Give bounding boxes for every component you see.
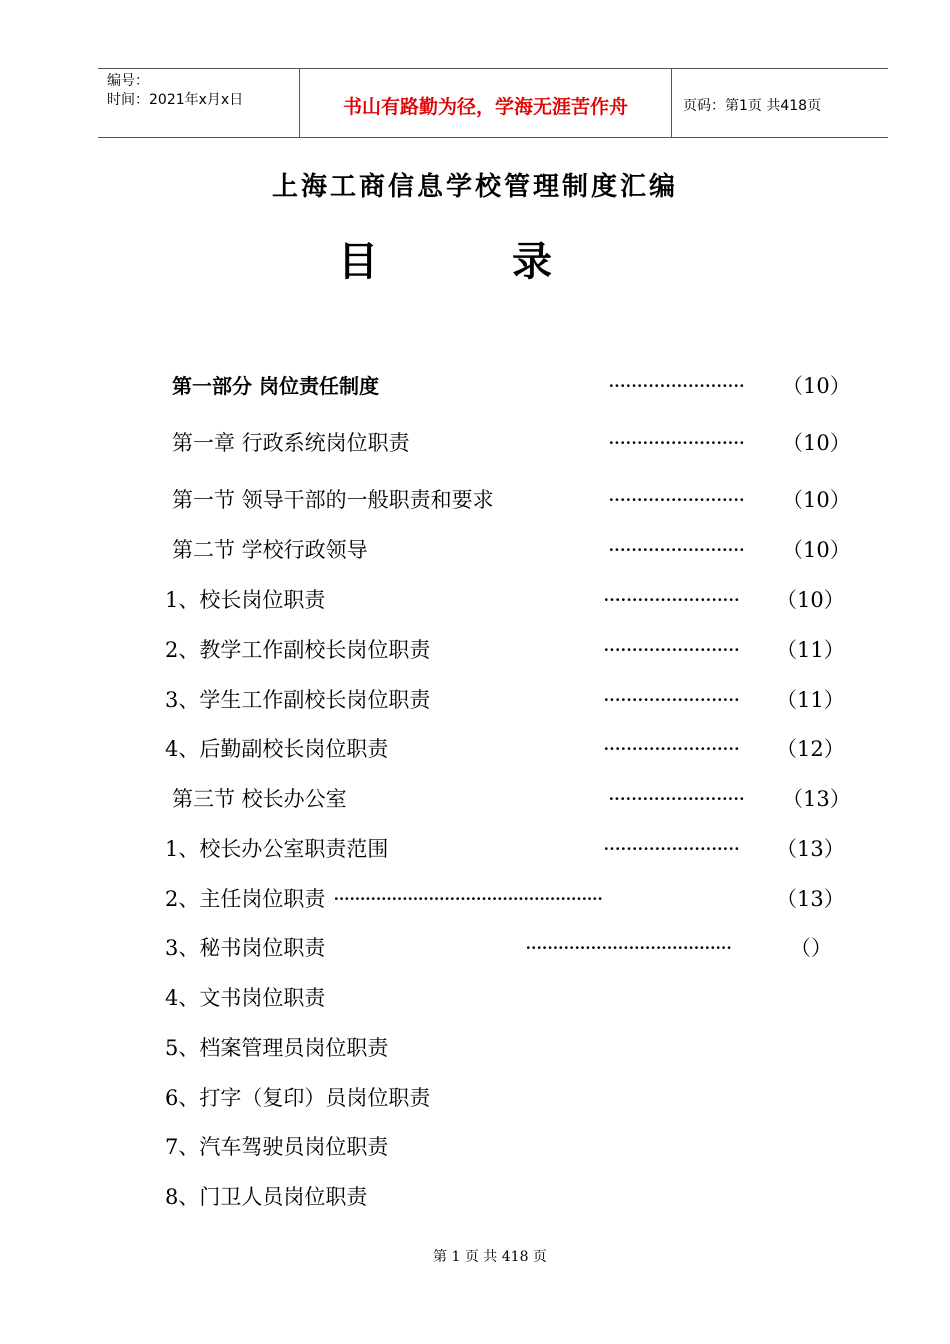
header-motto: 书山有路勤为径，学海无涯苦作舟	[300, 69, 672, 137]
toc-entry-label[interactable]: 3、秘书岗位职责	[165, 936, 326, 960]
toc-heading: 目 录	[338, 239, 612, 285]
toc-page-number: （13）	[782, 787, 851, 811]
toc-entry-label[interactable]: 1、校长办公室职责范围	[165, 837, 389, 861]
toc-entry-label[interactable]: 2、主任岗位职责	[165, 887, 326, 911]
toc-entry-label[interactable]: 6、打字（复印）员岗位职责	[165, 1086, 431, 1110]
toc-entry-label[interactable]: 7、汽车驾驶员岗位职责	[165, 1135, 389, 1159]
toc-entry-label[interactable]: 第一部分 岗位责任制度	[172, 374, 379, 398]
toc-entry-label[interactable]: 第一章 行政系统岗位职责	[172, 431, 410, 455]
toc-entry-label[interactable]: 第二节 学校行政领导	[172, 538, 368, 562]
toc-page-number: （）	[790, 936, 832, 960]
document-title: 上海工商信息学校管理制度汇编	[271, 172, 678, 202]
toc-page-number: （10）	[782, 538, 851, 562]
toc-leader: ························	[608, 787, 745, 811]
header-page-info: 页码：第1页 共418页	[683, 98, 822, 114]
toc-entry-label[interactable]: 2、教学工作副校长岗位职责	[165, 638, 431, 662]
toc-page-number: （10）	[782, 374, 851, 398]
header-meta	[98, 69, 300, 137]
toc-page-number: （11）	[776, 638, 845, 662]
toc-page-number: （10）	[782, 488, 851, 512]
toc-leader: ························	[603, 588, 740, 612]
toc-leader: ···················································	[333, 887, 603, 911]
toc-leader: ························	[603, 688, 740, 712]
toc-leader: ························	[608, 488, 745, 512]
toc-leader: ························	[608, 431, 745, 455]
toc-leader: ······································	[525, 936, 732, 960]
toc-page-number: （12）	[776, 737, 845, 761]
toc-leader: ························	[603, 737, 740, 761]
toc-leader: ························	[608, 374, 745, 398]
toc-entry-label[interactable]: 5、档案管理员岗位职责	[165, 1036, 389, 1060]
toc-entry-label[interactable]: 3、学生工作副校长岗位职责	[165, 688, 431, 712]
page-footer: 第 1 页 共 418 页	[433, 1249, 547, 1265]
toc-page-number: （13）	[776, 837, 845, 861]
document-number-label: 编号：	[107, 73, 149, 89]
toc-entry-label[interactable]: 第三节 校长办公室	[172, 787, 347, 811]
toc-entry-label[interactable]: 1、校长岗位职责	[165, 588, 326, 612]
toc-leader: ························	[608, 538, 745, 562]
page-header	[98, 68, 888, 138]
toc-page-number: （13）	[776, 887, 845, 911]
toc-leader: ························	[603, 837, 740, 861]
toc-page-number: （10）	[782, 431, 851, 455]
toc-entry-label[interactable]: 第一节 领导干部的一般职责和要求	[172, 488, 494, 512]
toc-page-number: （11）	[776, 688, 845, 712]
toc-entry-label[interactable]: 4、后勤副校长岗位职责	[165, 737, 389, 761]
toc-leader: ························	[603, 638, 740, 662]
toc-page-number: （10）	[776, 588, 845, 612]
toc-entry-label[interactable]: 8、门卫人员岗位职责	[165, 1185, 368, 1209]
toc-entry-label[interactable]: 4、文书岗位职责	[165, 986, 326, 1010]
document-time-label: 时间：2021年x月x日	[107, 92, 244, 108]
